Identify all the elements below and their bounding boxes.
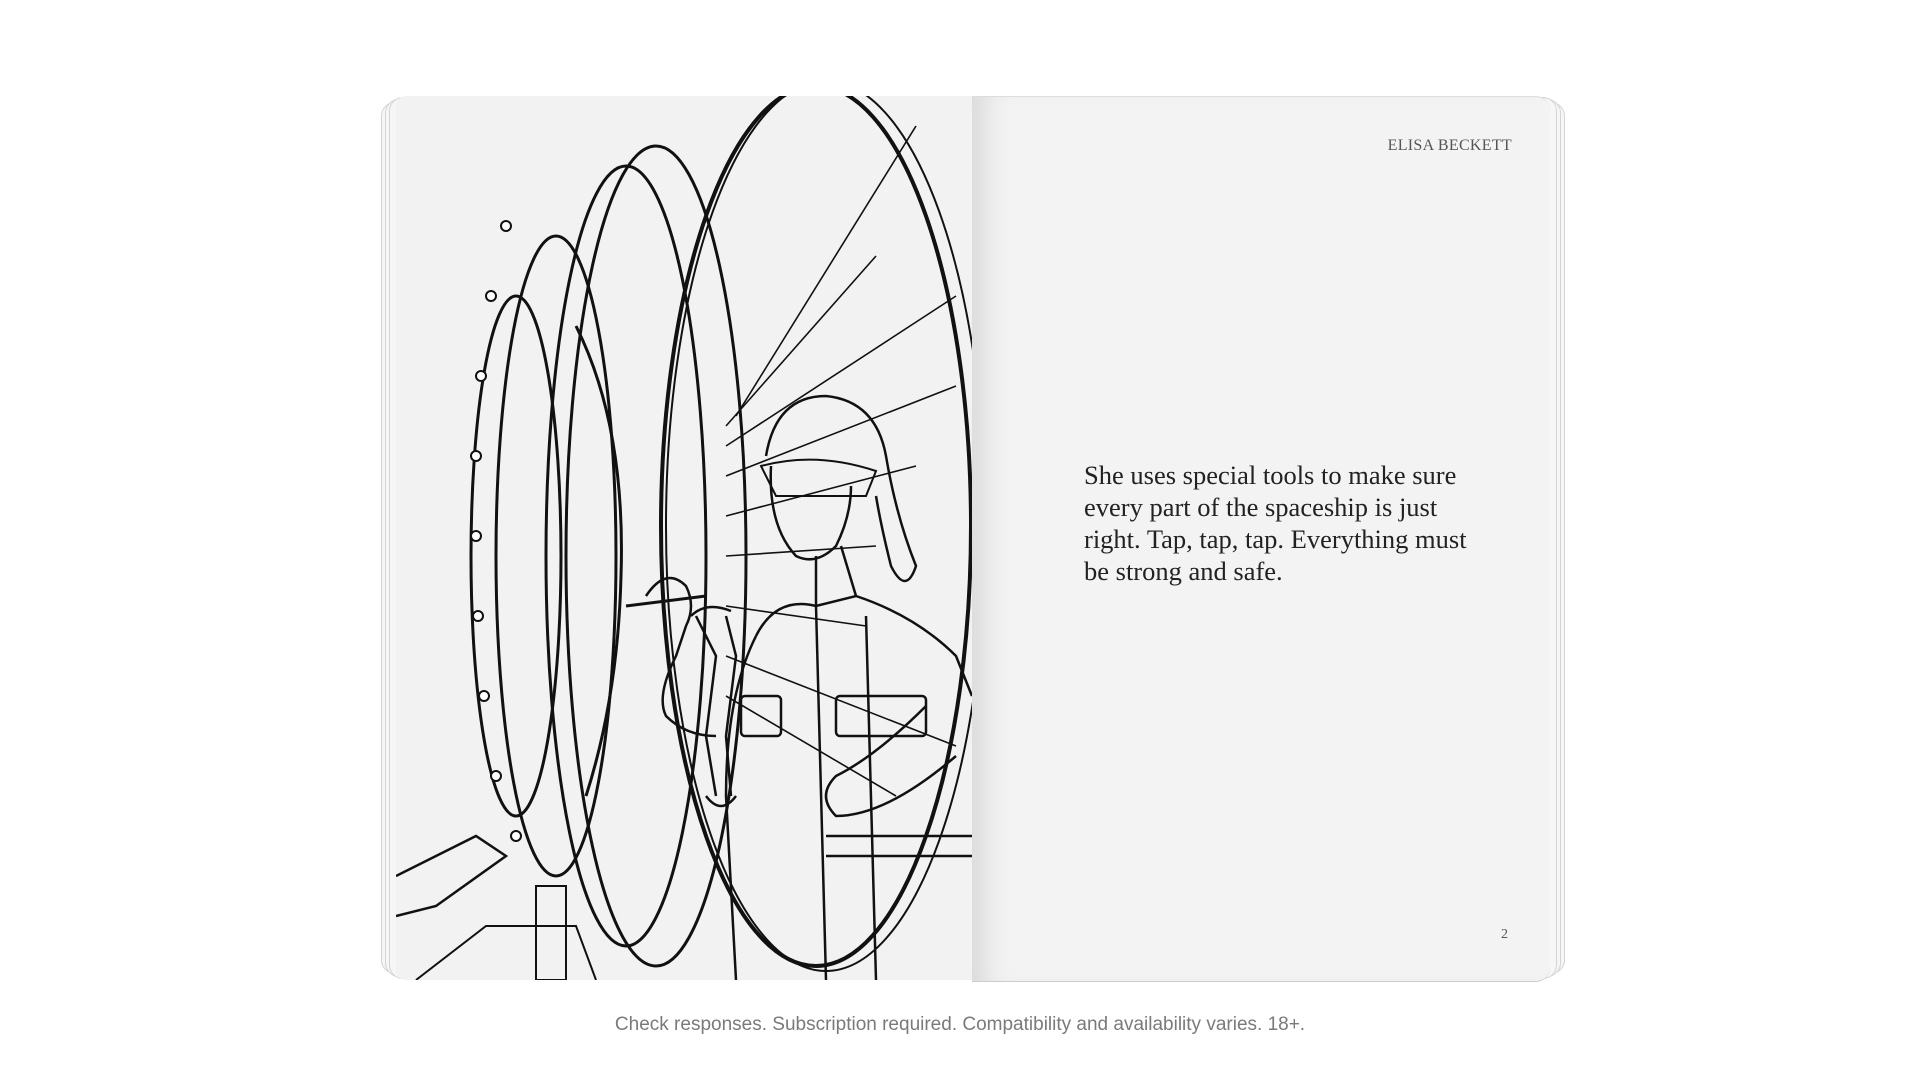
page-number: 2 — [1501, 927, 1508, 942]
story-text: She uses special tools to make sure every part of the spaceship is just right. Tap, tap, tap. Everything must be strong and safe. — [1084, 460, 1467, 586]
text-page — [972, 96, 1550, 982]
mechanic-engine-illustration — [396, 96, 972, 980]
storybook — [381, 96, 1565, 980]
author-name: ELISA BECKETT — [1387, 137, 1512, 154]
disclaimer-text: Check responses. Subscription required. Compatibility and availability varies. 18+. — [614, 1014, 1306, 1035]
illustration-page — [396, 96, 972, 980]
